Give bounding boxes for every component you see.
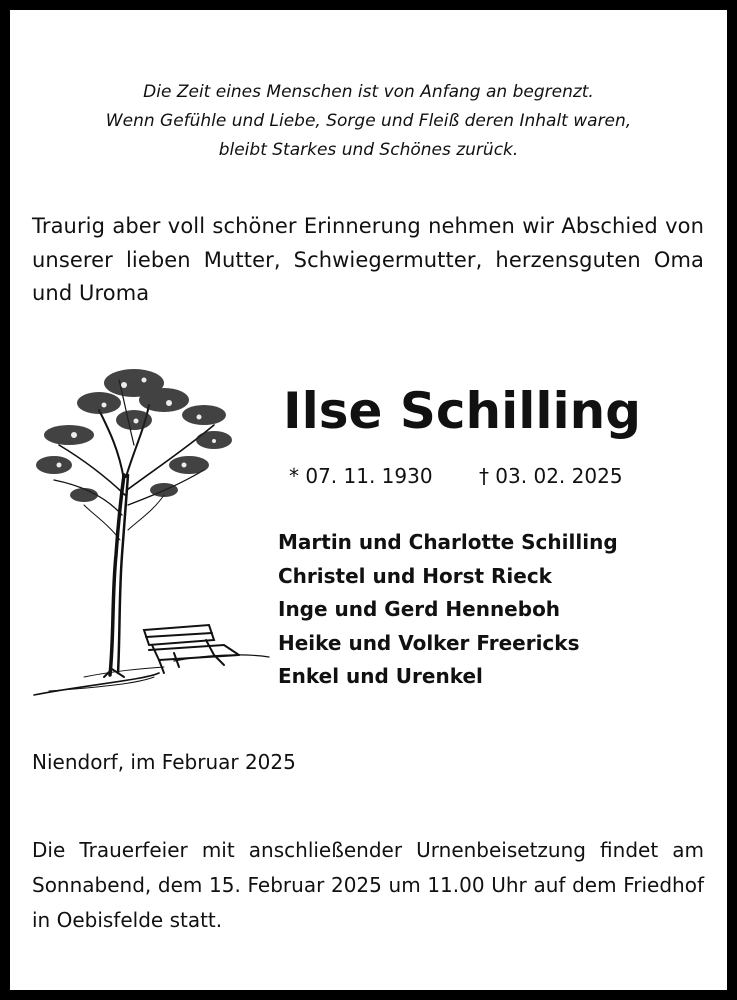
place-date: Niendorf, im Februar 2025 [32, 750, 296, 774]
death-date: † 03. 02. 2025 [478, 464, 623, 488]
family-member: Heike und Volker Freericks [278, 630, 580, 655]
motto-line: bleibt Starkes und Schönes zurück. [218, 140, 519, 160]
family-member: Inge und Gerd Henneboh [278, 597, 561, 621]
intro-text: Traurig aber voll schöner Erinnerung nehmen wir Abschied von unserer lieben Mutter, Schwiegermutter, herzensguten Oma und Uroma [32, 214, 704, 305]
motto-line: Die Zeit eines Menschen ist von Anfang an begrenzt. [143, 82, 594, 102]
ceremony-text: Die Trauerfeier mit anschließender Urnenbeisetzung findet am Sonnabend, dem 15. Februar 2025 um 11.00 Uhr auf dem Friedhof in Oebisfelde statt. [32, 838, 704, 932]
birth-date: * 07. 11. 1930 [289, 464, 433, 488]
motto [30, 78, 707, 165]
motto-line: Wenn Gefühle und Liebe, Sorge und Fleiß deren Inhalt waren, [105, 111, 632, 131]
deceased-name: Ilse Schilling [283, 382, 642, 440]
family-list [278, 526, 618, 694]
family-member: Christel und Horst Rieck [278, 563, 552, 588]
life-dates [289, 464, 623, 488]
family-member: Martin und Charlotte Schilling [278, 530, 618, 554]
tree-and-bench-icon [24, 355, 284, 705]
family-member: Enkel und Urenkel [278, 664, 483, 688]
